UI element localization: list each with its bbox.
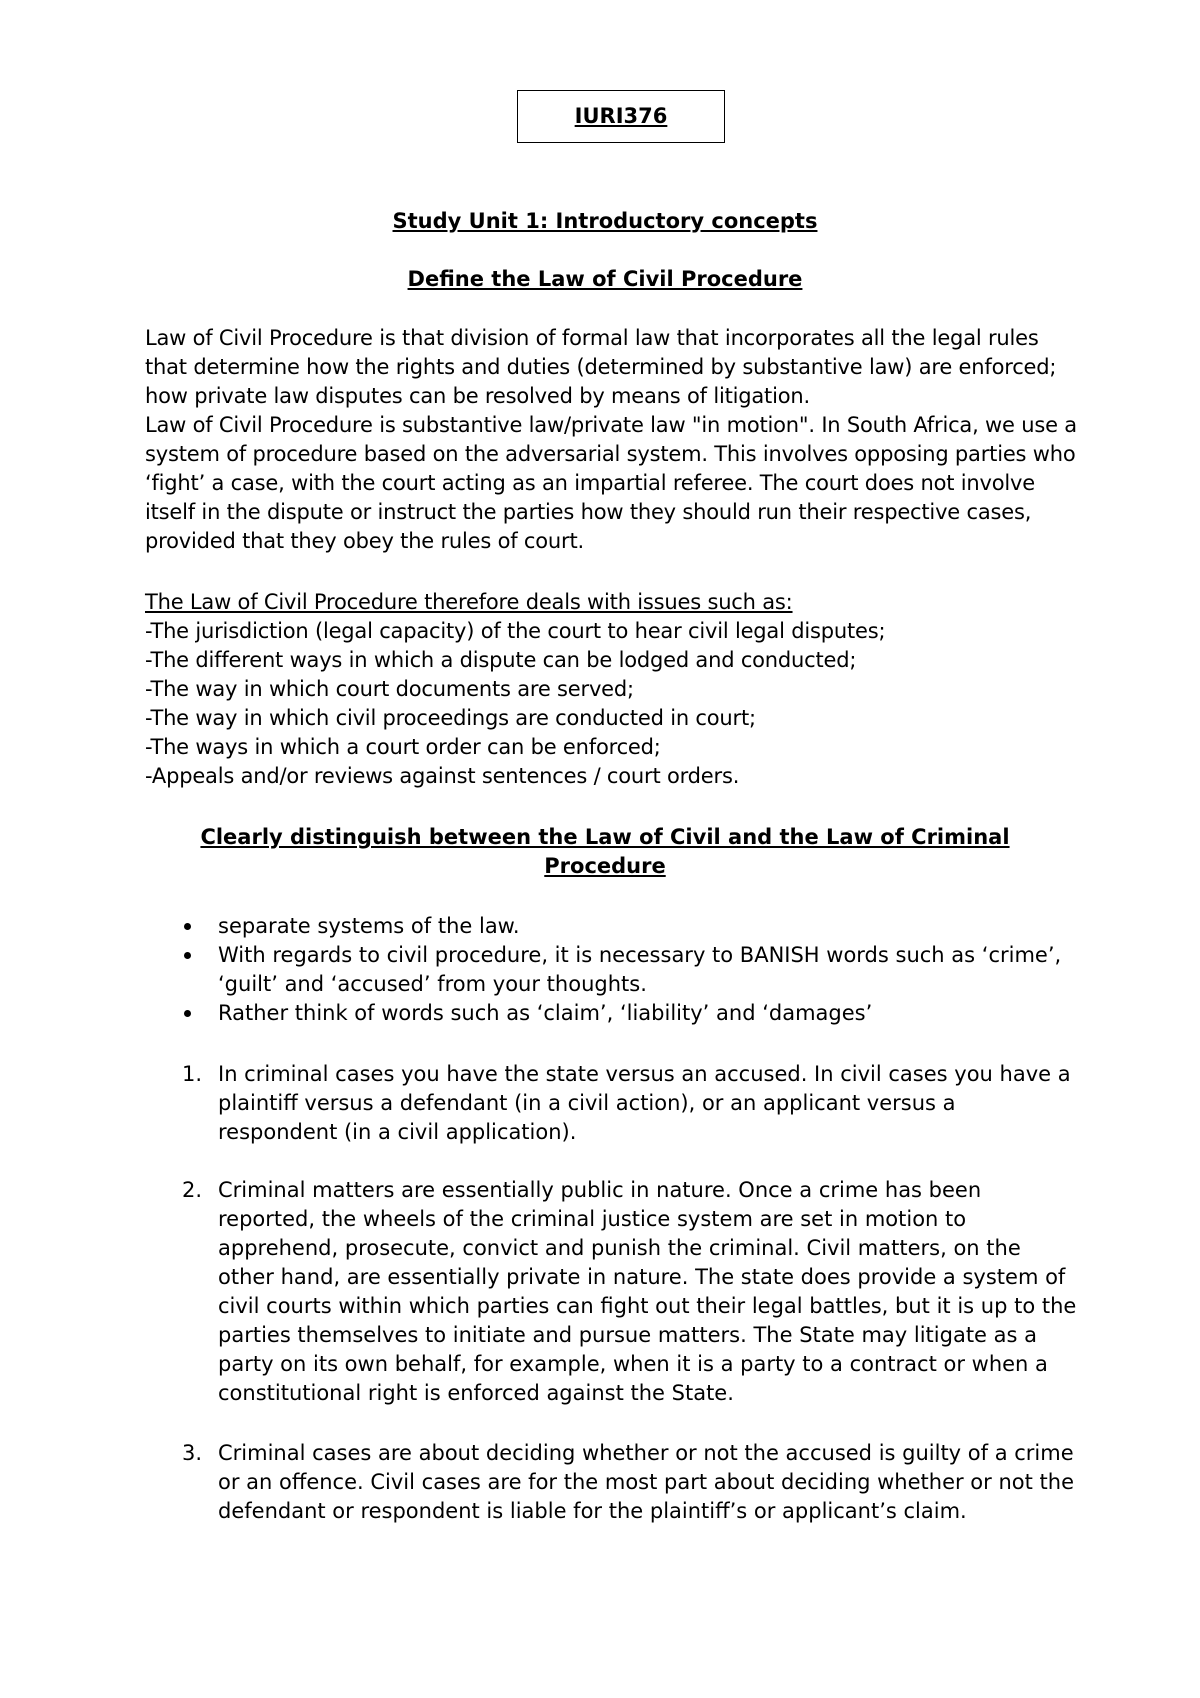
numbered-item	[145, 1176, 1080, 1408]
issue-item: -Appeals and/or reviews against sentences / court orders.	[145, 764, 740, 788]
numbered-point-2	[145, 1176, 1080, 1408]
bullet-list	[145, 912, 1080, 1028]
numbered-point-1	[145, 1060, 1080, 1147]
point-text: In criminal cases you have the state versus an accused. In civil cases you have a plaintiff versus a defendant (in a civil action), or an applicant versus a respondent (in a civil application).	[218, 1062, 1071, 1144]
issue-item: -The way in which court documents are served;	[145, 677, 634, 701]
point-text: Criminal matters are essentially public in nature. Once a crime has been reported, the wheels of the criminal justice system are set in motion to apprehend, prosecute, convict and punish the criminal. Civil matters, on the other hand, are essentially private in nature. The state does provide a system of civil courts within which parties can fight out their legal battles, but it is up to the parties themselves to initiate and pursue matters. The State may litigate as a party on its own behalf, for example, when it is a party to a contract or when a constitutional right is enforced against the State.	[218, 1178, 1077, 1405]
issues-section	[145, 588, 1080, 791]
issue-item: -The way in which civil proceedings are conducted in court;	[145, 706, 756, 730]
bullet-dot-icon	[184, 923, 191, 930]
point-number: 1.	[182, 1062, 203, 1086]
intro-paragraph-2: Law of Civil Procedure is substantive law/private law "in motion". In South Africa, we use a system of procedure based on the adversarial system. This involves opposing parties who ‘fight’ a case, with the court acting as an impartial referee. The court does not involve itself in the dispute or instruct the parties how they should run their respective cases, provided that they obey the rules of court.	[145, 413, 1077, 553]
bullet-text: separate systems of the law.	[218, 914, 520, 938]
numbered-point-3	[145, 1439, 1080, 1526]
course-code: IURI376	[574, 104, 668, 128]
distinguish-heading: Clearly distinguish between the Law of Civil and the Law of Criminal Procedure	[200, 825, 1010, 878]
bullet-dot-icon	[184, 1010, 191, 1017]
intro-paragraph-1: Law of Civil Procedure is that division of formal law that incorporates all the legal rules that determine how the rights and duties (determined by substantive law) are enforced; how private law disputes can be resolved by means of litigation.	[145, 326, 1057, 408]
point-text: Criminal cases are about deciding whether or not the accused is guilty of a crime or an offence. Civil cases are for the most part about deciding whether or not the defendant or respondent is liable for the plaintiff’s or applicant’s claim.	[218, 1441, 1074, 1523]
bullet-text: Rather think of words such as ‘claim’, ‘liability’ and ‘damages’	[218, 1001, 873, 1025]
study-unit-title: Study Unit 1: Introductory concepts	[392, 209, 818, 233]
bullet-item	[145, 999, 1080, 1028]
course-code-box	[517, 90, 725, 143]
issue-item: -The different ways in which a dispute can be lodged and conducted;	[145, 648, 857, 672]
issue-item: -The jurisdiction (legal capacity) of the court to hear civil legal disputes;	[145, 619, 886, 643]
bullet-item	[145, 912, 1080, 941]
bullet-text: With regards to civil procedure, it is necessary to BANISH words such as ‘crime’, ‘guilt’ and ‘accused’ from your thoughts.	[218, 943, 1062, 996]
bullet-dot-icon	[184, 952, 191, 959]
issues-heading: The Law of Civil Procedure therefore deals with issues such as:	[145, 590, 793, 614]
point-number: 3.	[182, 1441, 203, 1465]
issue-item: -The ways in which a court order can be enforced;	[145, 735, 661, 759]
numbered-item	[145, 1060, 1080, 1147]
point-number: 2.	[182, 1178, 203, 1202]
define-heading: Define the Law of Civil Procedure	[407, 267, 803, 291]
bullet-item	[145, 941, 1080, 999]
numbered-item	[145, 1439, 1080, 1526]
